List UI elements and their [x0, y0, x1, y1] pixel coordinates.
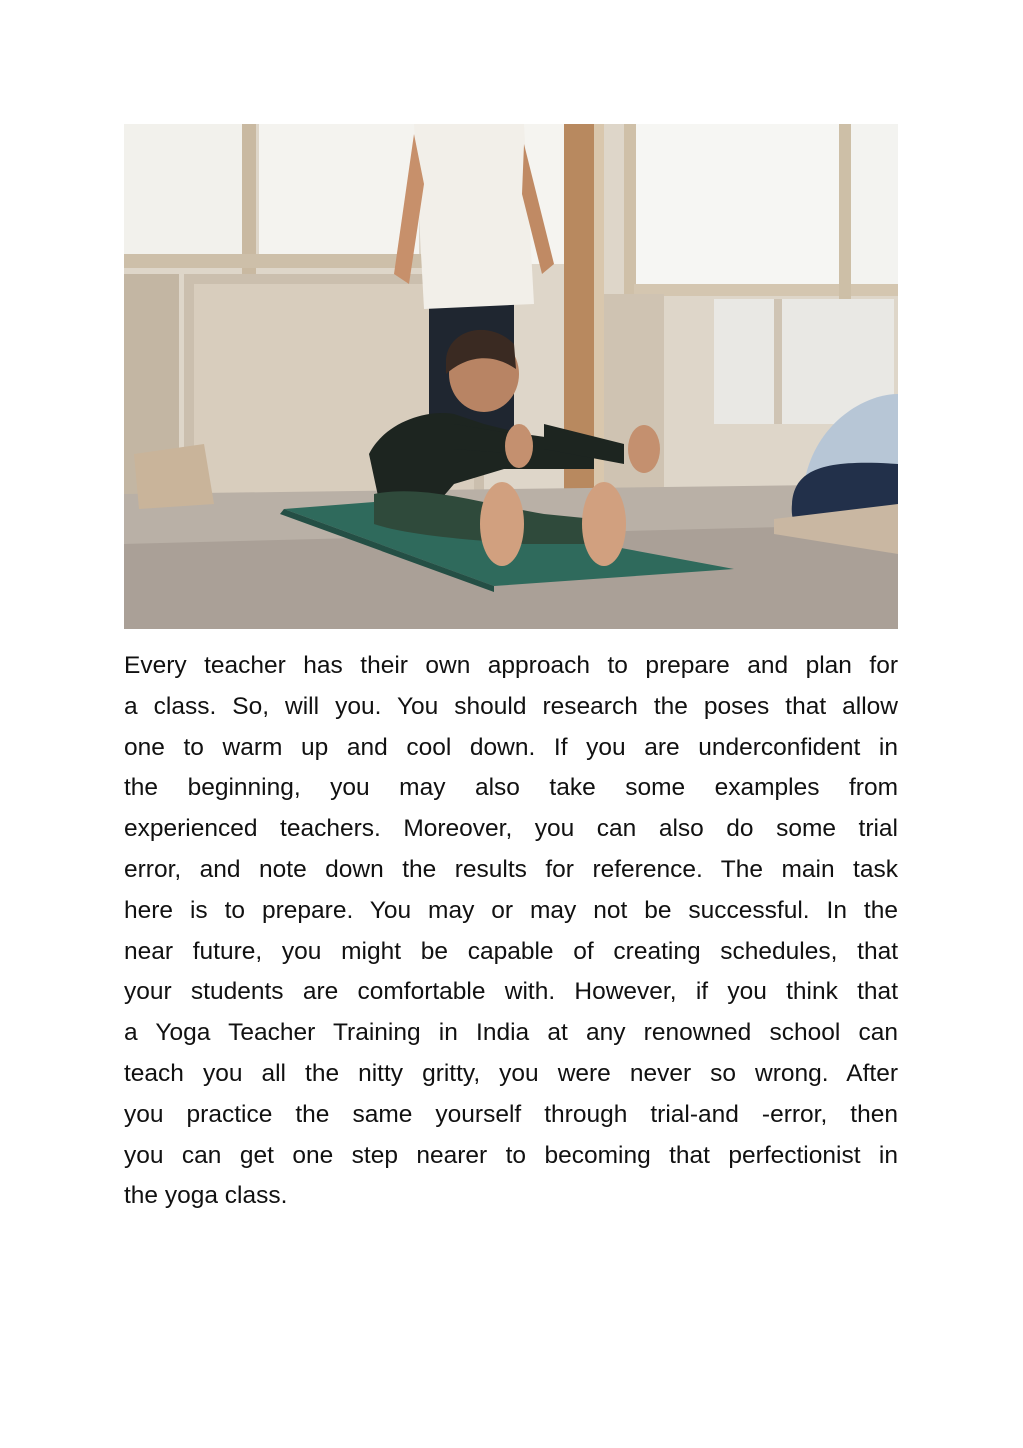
paragraph-line: you can get one step nearer to becoming that perfectionist in: [124, 1141, 898, 1169]
yoga-class-photo: [124, 124, 898, 629]
paragraph-line: error, and note down the results for reference. The main task: [124, 855, 898, 883]
body-paragraph: [124, 646, 898, 1217]
paragraph-line: one to warm up and cool down. If you are underconfident in: [124, 733, 898, 761]
paragraph-line: your students are comfortable with. However, if you think that: [124, 978, 898, 1006]
paragraph-line: a class. So, will you. You should research the poses that allow: [124, 692, 898, 720]
paragraph-line: the yoga class.: [124, 1182, 288, 1210]
paragraph-line: you practice the same yourself through trial-and -error, then: [124, 1100, 898, 1128]
photo-illustration: [124, 124, 898, 629]
paragraph-line: teach you all the nitty gritty, you were never so wrong. After: [124, 1059, 898, 1087]
paragraph-line: a Yoga Teacher Training in India at any renowned school can: [124, 1019, 898, 1047]
paragraph-line: experienced teachers. Moreover, you can also do some trial: [124, 815, 898, 843]
paragraph-line: near future, you might be capable of creating schedules, that: [124, 937, 898, 965]
paragraph-line: Every teacher has their own approach to prepare and plan for: [124, 652, 898, 679]
paragraph-line: here is to prepare. You may or may not be successful. In the: [124, 896, 898, 924]
paragraph-line: the beginning, you may also take some examples from: [124, 774, 898, 802]
